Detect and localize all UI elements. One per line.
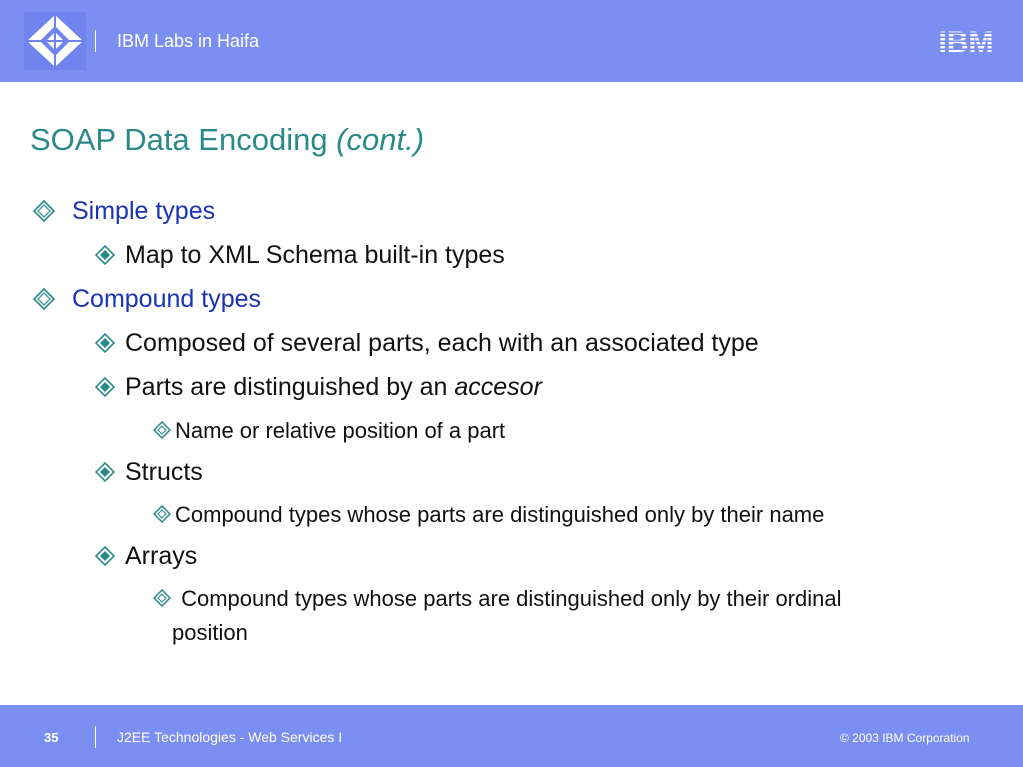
diamond-bullet-icon [153, 421, 171, 439]
bullet-arrays-description [153, 586, 842, 612]
bullet-structs-description [153, 502, 824, 528]
bullet-accessor [95, 373, 542, 402]
diamond-bullet-icon [33, 200, 55, 222]
ibm-logo [931, 26, 1001, 61]
ibm-logo-text: IBM [938, 26, 994, 56]
ibm-diamond-logo-icon [24, 12, 86, 70]
diamond-bullet-icon [95, 462, 115, 482]
bullet-text: Compound types whose parts are distinguished only by their name [175, 502, 825, 527]
diamond-bullet-icon [95, 546, 115, 566]
diamond-bullet-icon [153, 589, 171, 607]
bullet-text: Composed of several parts, each with an associated type [125, 329, 759, 357]
bullet-text: Name or relative position of a part [175, 418, 506, 443]
slide-title-main: SOAP Data Encoding [30, 122, 337, 157]
bullet-text: Compound types whose parts are distinguished only by their ordinal [175, 586, 842, 611]
diamond-bullet-icon [95, 245, 115, 265]
diamond-bullet-icon [95, 377, 115, 397]
bullet-text: Map to XML Schema built-in types [125, 241, 505, 269]
bullet-structs [95, 458, 203, 487]
lab-name: IBM Labs in Haifa [117, 31, 260, 51]
footer-divider [95, 726, 96, 748]
bullet-text: Structs [125, 458, 203, 486]
slide-title-italic: (cont.) [336, 122, 425, 157]
bullet-name-or-position [153, 418, 505, 444]
footer-banner [0, 705, 1023, 767]
slide-title [30, 122, 424, 158]
bullet-map-to-xml [95, 241, 505, 270]
bullet-text-italic: accesor [454, 373, 542, 401]
bullet-composed-of-parts [95, 329, 759, 358]
course-title: J2EE Technologies - Web Services I [117, 729, 343, 745]
header-banner [0, 0, 1023, 82]
diamond-bullet-icon [95, 333, 115, 353]
bullet-text: Parts are distinguished by an [125, 373, 455, 401]
bullet-compound-types [33, 285, 261, 314]
diamond-bullet-icon [153, 505, 171, 523]
bullet-text: Simple types [72, 197, 216, 225]
bullet-simple-types [33, 197, 215, 226]
bullet-text: position [172, 620, 248, 645]
bullet-arrays-description-continuation [172, 620, 248, 646]
copyright: © 2003 IBM Corporation [840, 731, 970, 745]
header-divider [95, 30, 96, 52]
bullet-text: Arrays [125, 542, 198, 570]
bullet-arrays [95, 542, 197, 571]
diamond-bullet-icon [33, 288, 55, 310]
page-number: 35 [44, 730, 59, 745]
bullet-text: Compound types [72, 285, 262, 313]
